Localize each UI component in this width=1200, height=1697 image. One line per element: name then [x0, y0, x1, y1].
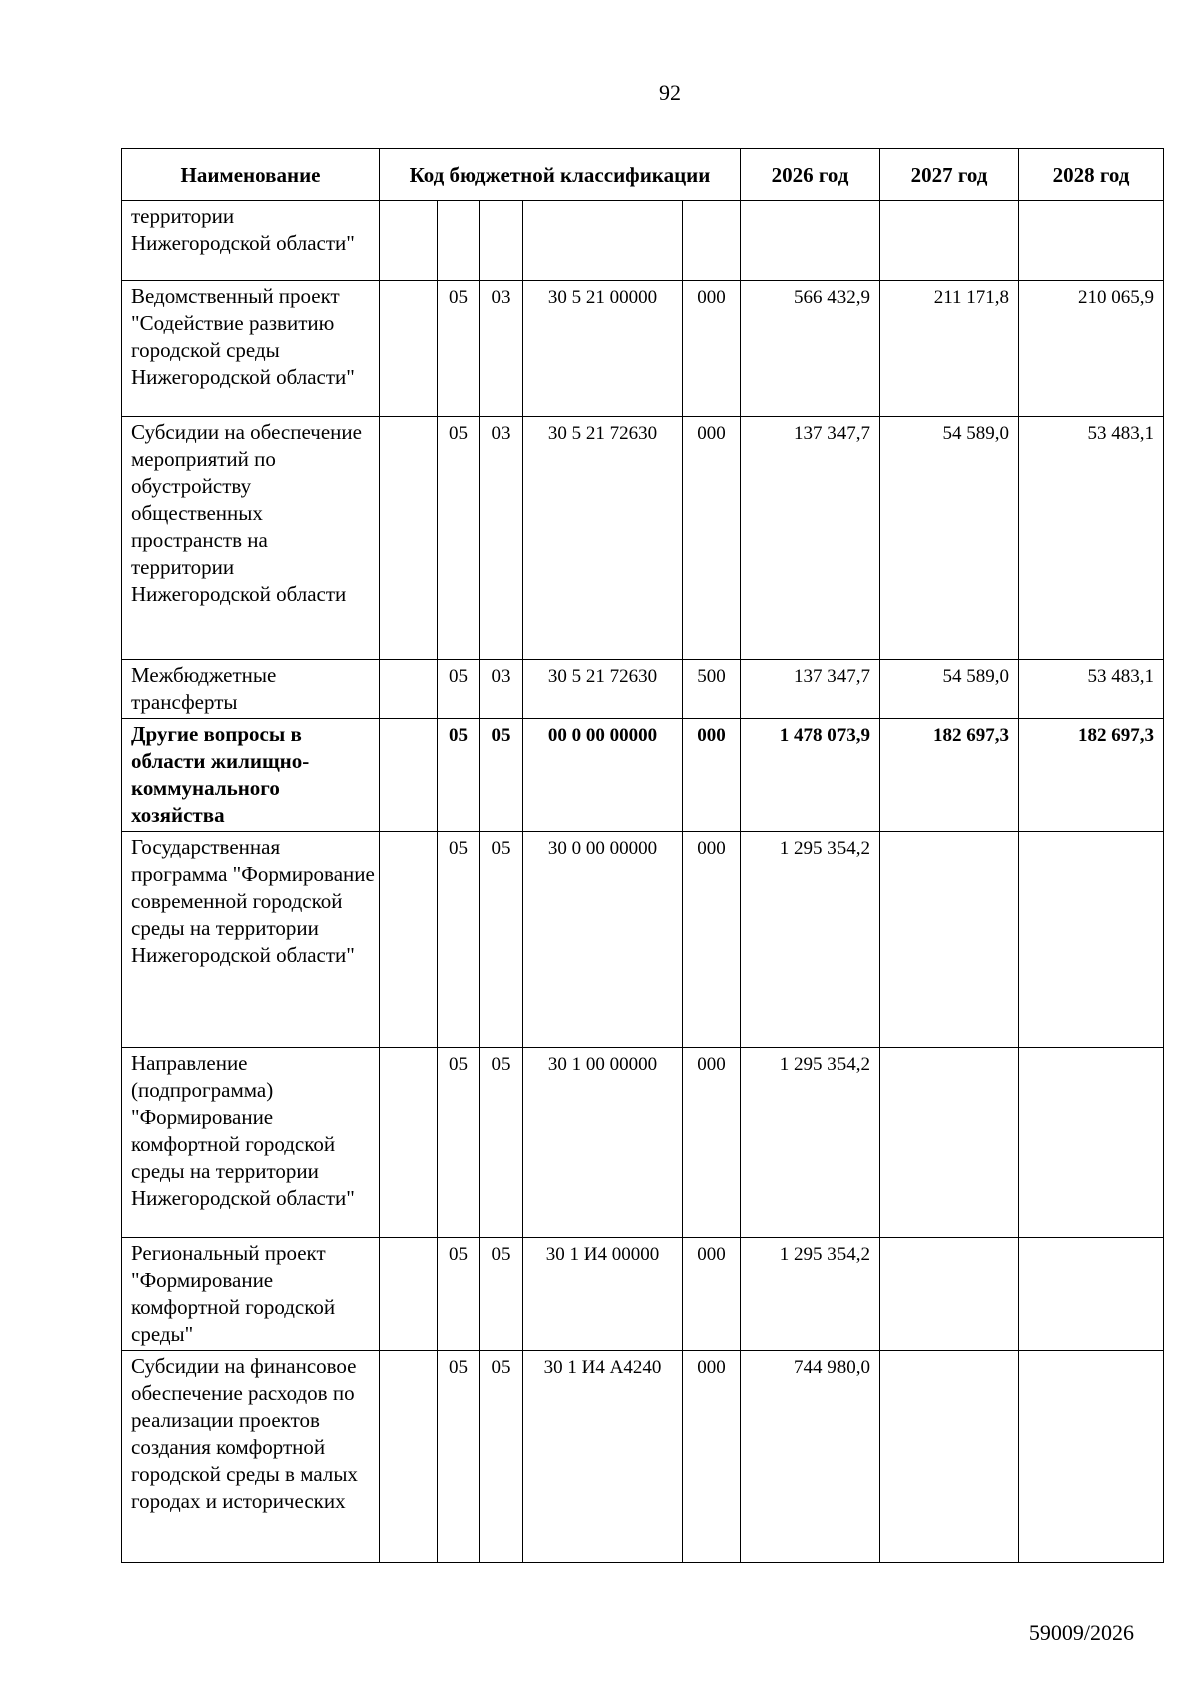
value-2028: 53 483,1	[1019, 417, 1164, 660]
value-2026: 1 295 354,2	[741, 832, 880, 1048]
code-empty	[380, 1351, 438, 1563]
value-2027	[880, 832, 1019, 1048]
code-subsection: 05	[480, 1048, 523, 1238]
value-2027: 54 589,0	[880, 417, 1019, 660]
code-target-article: 30 1 00 00000	[523, 1048, 683, 1238]
row-name: Региональный проект "Формирование комфортной городской среды"	[122, 1238, 380, 1351]
value-2028	[1019, 201, 1164, 281]
code-target-article: 30 1 И4 А4240	[523, 1351, 683, 1563]
header-code: Код бюджетной классификации	[380, 149, 741, 201]
code-empty	[380, 719, 438, 832]
code-subsection: 03	[480, 281, 523, 417]
code-empty	[380, 832, 438, 1048]
code-empty	[380, 1238, 438, 1351]
code-target-article: 30 5 21 72630	[523, 417, 683, 660]
code-subsection: 05	[480, 719, 523, 832]
row-name: Направление (подпрограмма) "Формирование комфортной городской среды на территории Нижегородской области"	[122, 1048, 380, 1238]
value-2026: 1 295 354,2	[741, 1048, 880, 1238]
code-empty	[380, 281, 438, 417]
code-expense-type: 000	[683, 1351, 741, 1563]
value-2026: 137 347,7	[741, 660, 880, 719]
value-2026: 1 478 073,9	[741, 719, 880, 832]
code-subsection: 05	[480, 1351, 523, 1563]
code-target-article: 30 5 21 72630	[523, 660, 683, 719]
code-subsection: 05	[480, 1238, 523, 1351]
code-expense-type: 500	[683, 660, 741, 719]
value-2027: 182 697,3	[880, 719, 1019, 832]
value-2027: 54 589,0	[880, 660, 1019, 719]
value-2026: 744 980,0	[741, 1351, 880, 1563]
value-2026	[741, 201, 880, 281]
table-row	[122, 719, 1164, 832]
code-expense-type: 000	[683, 1048, 741, 1238]
budget-table	[121, 148, 1164, 1563]
code-empty	[380, 660, 438, 719]
code-section: 05	[438, 417, 480, 660]
code-target-article: 30 5 21 00000	[523, 281, 683, 417]
header-2027: 2027 год	[880, 149, 1019, 201]
code-section: 05	[438, 281, 480, 417]
table-header-row	[122, 149, 1164, 201]
table-row	[122, 832, 1164, 1048]
code-expense-type	[683, 201, 741, 281]
value-2028: 210 065,9	[1019, 281, 1164, 417]
code-subsection	[480, 201, 523, 281]
document-number: 59009/2026	[1028, 1620, 1134, 1645]
header-name: Наименование	[122, 149, 380, 201]
code-expense-type: 000	[683, 719, 741, 832]
code-section: 05	[438, 1238, 480, 1351]
value-2027	[880, 1351, 1019, 1563]
value-2027	[880, 201, 1019, 281]
code-empty	[380, 201, 438, 281]
table-row	[122, 660, 1164, 719]
code-expense-type: 000	[683, 832, 741, 1048]
value-2028	[1019, 1048, 1164, 1238]
header-2028: 2028 год	[1019, 149, 1164, 201]
value-2027	[880, 1048, 1019, 1238]
row-name: Государственная программа "Формирование современной городской среды на территории Нижегородской области"	[122, 832, 380, 1048]
code-section: 05	[438, 1048, 480, 1238]
code-section: 05	[438, 1351, 480, 1563]
value-2028: 182 697,3	[1019, 719, 1164, 832]
value-2026: 1 295 354,2	[741, 1238, 880, 1351]
row-name: Ведомственный проект "Содействие развитию городской среды Нижегородской области"	[122, 281, 380, 417]
code-subsection: 03	[480, 660, 523, 719]
table-row	[122, 201, 1164, 281]
table-row	[122, 1351, 1164, 1563]
code-target-article: 30 1 И4 00000	[523, 1238, 683, 1351]
code-expense-type: 000	[683, 1238, 741, 1351]
table-row	[122, 281, 1164, 417]
code-section: 05	[438, 832, 480, 1048]
value-2026: 566 432,9	[741, 281, 880, 417]
code-section: 05	[438, 660, 480, 719]
code-target-article	[523, 201, 683, 281]
row-name: Субсидии на обеспечение мероприятий по обустройству общественных пространств на территории Нижегородской области	[122, 417, 380, 660]
table-row	[122, 417, 1164, 660]
row-name: Межбюджетные трансферты	[122, 660, 380, 719]
code-target-article: 30 0 00 00000	[523, 832, 683, 1048]
value-2026: 137 347,7	[741, 417, 880, 660]
value-2027	[880, 1238, 1019, 1351]
code-expense-type: 000	[683, 281, 741, 417]
code-empty	[380, 1048, 438, 1238]
code-section: 05	[438, 719, 480, 832]
code-empty	[380, 417, 438, 660]
value-2028	[1019, 832, 1164, 1048]
table-row	[122, 1238, 1164, 1351]
value-2028	[1019, 1238, 1164, 1351]
page-number: 92	[659, 80, 681, 105]
code-target-article: 00 0 00 00000	[523, 719, 683, 832]
code-subsection: 03	[480, 417, 523, 660]
row-name: территории Нижегородской области"	[122, 201, 380, 281]
row-name: Субсидии на финансовое обеспечение расходов по реализации проектов создания комфортной городской среды в малых городах и исторических	[122, 1351, 380, 1563]
header-2026: 2026 год	[741, 149, 880, 201]
code-expense-type: 000	[683, 417, 741, 660]
row-name: Другие вопросы в области жилищно-коммунального хозяйства	[122, 719, 380, 832]
code-subsection: 05	[480, 832, 523, 1048]
code-section	[438, 201, 480, 281]
value-2028: 53 483,1	[1019, 660, 1164, 719]
table-row	[122, 1048, 1164, 1238]
value-2028	[1019, 1351, 1164, 1563]
value-2027: 211 171,8	[880, 281, 1019, 417]
